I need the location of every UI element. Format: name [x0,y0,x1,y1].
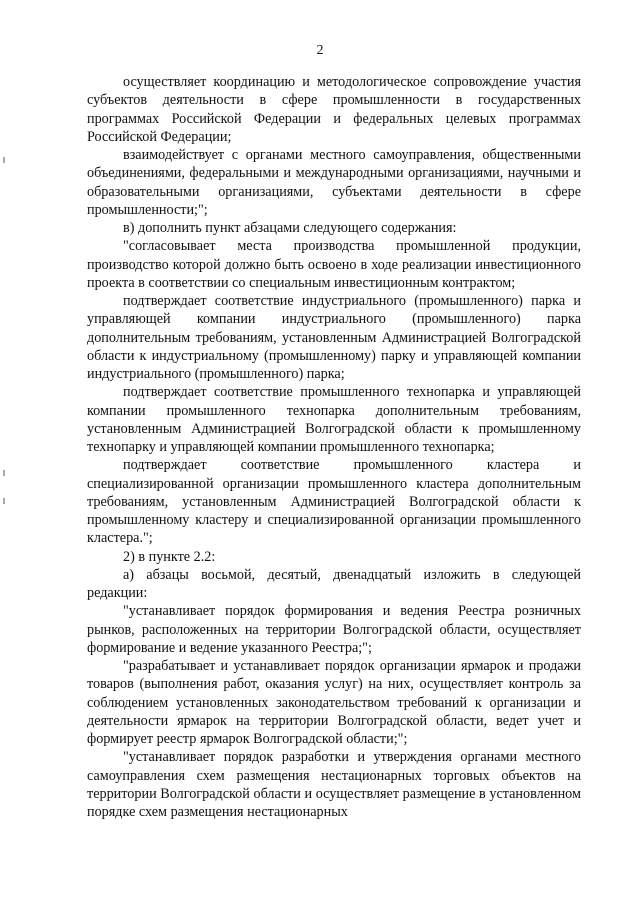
paragraph: подтверждает соответствие промышленного кластера и специализированной организации промышленного кластера дополнительным требованиям, установленным Администрацией Волгоградской области к промышленному кластеру и специализированной организации промышленного кластера."; [87,457,581,547]
paragraph: "согласовывает места производства промышленной продукции, производство которой должно быть освоено в ходе реализации инвестиционного проекта в соответствии со специальным инвестиционным контрактом; [87,238,581,291]
paragraph: подтверждает соответствие индустриального (промышленного) парка и управляющей компании индустриального (промышленного) парка дополнительным требованиям, установленным Администрацией Волгоградской области к индустриальному (промышленному) парку и управляющей компании индустриального (промышленного) парка; [87,293,581,382]
paragraph: а) абзацы восьмой, десятый, двенадцатый изложить в следующей редакции: [87,566,581,601]
paragraph: "устанавливает порядок формирования и ведения Реестра розничных рынков, расположенных на территории Волгоградской области, осуществляет формирование и ведение указанного Реестра;"; [87,603,581,656]
scan-edge-mark [3,157,5,163]
paragraph: подтверждает соответствие промышленного технопарка и управляющей компании промышленного технопарка дополнительным требованиям, установленным Администрацией Волгоградской области к промышленному технопарку и управляющей компании промышленного технопарка; [87,384,581,455]
paragraph: "разрабатывает и устанавливает порядок организации ярмарок и продажи товаров (выполнения работ, оказания услуг) на них, осуществляет контроль за соблюдением установленных законодательством требований к организации и деятельности ярмарок на территории Волгоградской области, ведет учет и формирует реестр ярмарок Волгоградской области;"; [87,658,581,747]
paragraph: осуществляет координацию и методологическое сопровождение участия субъектов деятельности в сфере промышленности в государственных программах Российской Федерации и федеральных целевых программах Российской Федерации; [87,74,581,145]
paragraph: взаимодействует с органами местного самоуправления, общественными объединениями, федеральными и международными организациями, научными и образовательными организациями, субъектами деятельности в сфере промышленности;"; [87,147,581,218]
scan-edge-mark [3,498,5,504]
page-number: 2 [316,43,324,58]
paragraph: 2) в пункте 2.2: [123,548,216,565]
paragraph: "устанавливает порядок разработки и утверждения органами местного самоуправления схем размещения нестационарных торговых объектов на территории Волгоградской области и осуществляет размещение в установленном порядке схем размещения нестационарных [87,749,581,820]
document-body [87,73,581,821]
paragraph: в) дополнить пункт абзацами следующего содержания: [123,220,457,236]
scan-edge-mark [3,470,5,476]
